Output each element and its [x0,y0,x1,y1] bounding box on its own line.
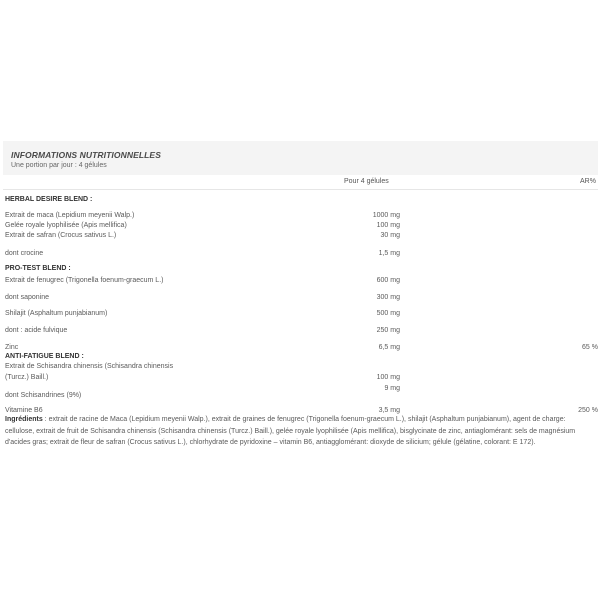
table-row [0,391,600,401]
row-label: dont crocine [5,250,44,257]
row-label: Extrait de Schisandra chinensis (Schisandra chinensis [5,363,174,370]
row-label: Gelée royale lyophilisée (Apis mellifica) [5,222,127,229]
table-row [0,276,600,286]
row-amount: 100 mg [376,222,400,229]
column-header-ar: AR% [580,178,596,185]
table-row [0,221,600,231]
column-header-per-serving: Pour 4 gélules [344,178,389,185]
serving-subtitle: Une portion par jour : 4 gélules [11,162,107,169]
section-heading: PRO-TEST BLEND : [5,265,71,272]
ingredients-label: Ingrédients [5,416,43,423]
table-row [0,211,600,221]
table-row [0,293,600,303]
section-heading: ANTI-FATIGUE BLEND : [5,353,84,360]
row-label: Extrait de fenugrec (Trigonella foenum-graecum L.) [5,277,164,284]
page-title: INFORMATIONS NUTRITIONNELLES [11,150,161,160]
row-amount: 600 mg [376,277,400,284]
row-label: Vitamine B6 [5,407,43,414]
row-amount: 3,5 mg [378,407,400,414]
table-row [0,373,600,383]
row-ar-percent: 65 % [582,344,598,351]
row-amount: 30 mg [380,232,400,239]
table-row [0,249,600,259]
table-row [0,352,600,362]
row-label: Zinc [5,344,19,351]
ingredients-text [5,414,595,449]
row-label: dont : acide fulvique [5,327,68,334]
row-label: dont saponine [5,294,49,301]
row-label: Extrait de maca (Lepidium meyenii Walp.) [5,212,135,219]
table-row [0,326,600,336]
row-amount: 250 mg [376,327,400,334]
row-amount: 100 mg [376,374,400,381]
table-row [0,195,600,205]
table-row [0,309,600,319]
table-row [0,231,600,241]
row-label: Shilajit (Asphaltum punjabianum) [5,310,108,317]
row-amount: 6,5 mg [378,344,400,351]
row-ar-percent: 250 % [578,407,598,414]
table-row [0,264,600,274]
table-row [0,362,600,372]
row-amount: 9 mg [384,385,400,392]
row-amount: 1000 mg [372,212,400,219]
ingredients-list: : extrait de racine de Maca (Lepidium meyenii Walp.), extrait de graines de fenugrec (Trigonella foenum-graecum L.), shilajit (Asphaltum punjabianum), agent de charge: cellulose, extrait de fruit de Schisandra chinensis (Schisandra chinensis (Turcz.) Baill.), gelée royale lyophilisée (Apis mellifica), bisglycinate de zinc, antiaglomérant: sels de magnésium d'acides gras; extrait de fleur de safran (Crocus sativus L.), chlorhydrate de pyridoxine – vitamin B6, antiagglomérant: dioxyde de silicium; gélule (gélatine, colorant: E 172). [5,416,576,446]
row-amount: 1,5 mg [378,250,400,257]
row-amount: 300 mg [376,294,400,301]
row-label: dont Schisandrines (9%) [5,392,82,399]
row-label: Extrait de safran (Crocus sativus L.) [5,232,117,239]
row-amount: 500 mg [376,310,400,317]
header-divider [3,189,598,190]
row-label: (Turcz.) Baill.) [5,374,49,381]
section-heading: HERBAL DESIRE BLEND : [5,196,93,203]
